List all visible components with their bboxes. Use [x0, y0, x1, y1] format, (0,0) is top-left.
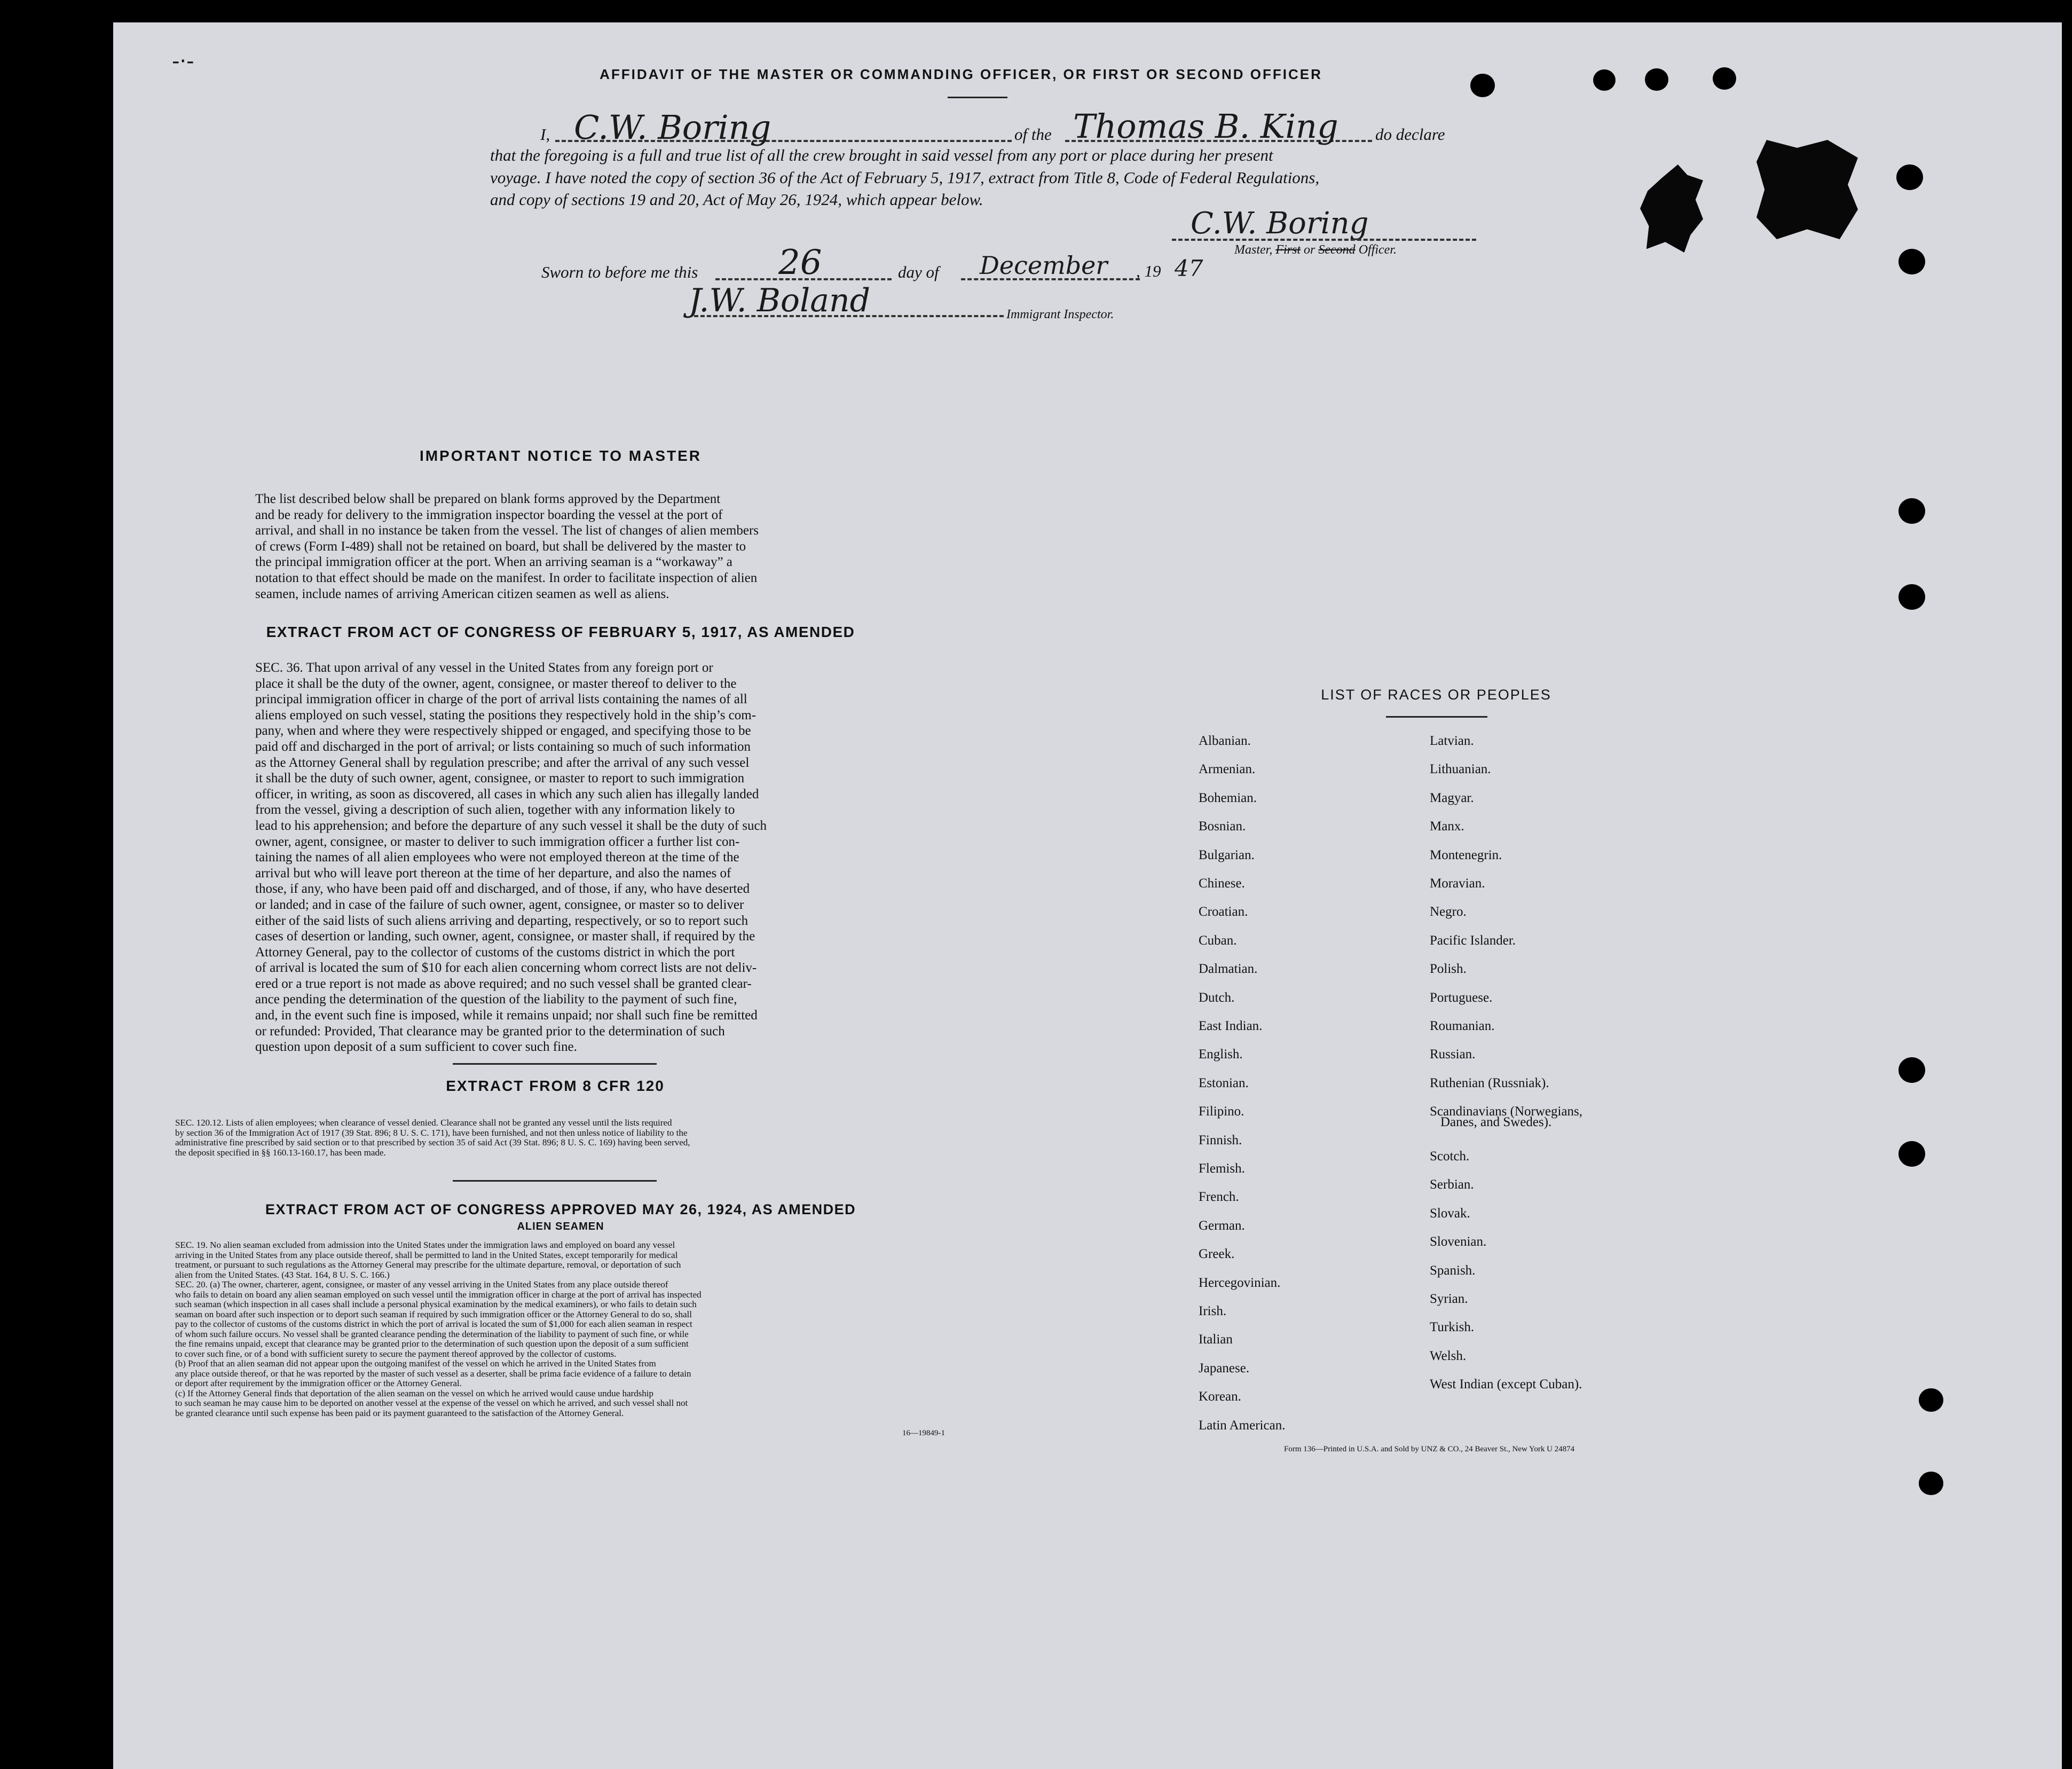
punch-hole: [1898, 584, 1925, 610]
punch-hole: [1470, 74, 1495, 97]
race-item: Estonian.: [1199, 1075, 1249, 1090]
corner-mark: -·-: [172, 49, 194, 74]
race-item: Scotch.: [1430, 1149, 1470, 1164]
race-item: Manx.: [1430, 819, 1464, 834]
affidavit-line1-prefix: I,: [540, 125, 550, 144]
race-item: French.: [1199, 1190, 1239, 1205]
race-item: Dalmatian.: [1199, 962, 1258, 977]
race-item: Ruthenian (Russniak).: [1430, 1075, 1549, 1090]
punch-hole: [1593, 69, 1616, 91]
race-item: Turkish.: [1430, 1320, 1475, 1335]
race-item: Moravian.: [1430, 876, 1485, 891]
race-item: German.: [1199, 1218, 1245, 1233]
race-item: Serbian.: [1430, 1177, 1474, 1192]
sworn-year-handwritten: 47: [1175, 255, 1203, 281]
race-item: Syrian.: [1430, 1292, 1468, 1307]
punch-hole: [1919, 1388, 1943, 1412]
form-code: 16—19849-1: [902, 1429, 945, 1437]
race-item: Pacific Islander.: [1430, 933, 1516, 948]
punch-hole: [1896, 164, 1923, 190]
sworn-prefix: Sworn to before me this: [541, 263, 698, 281]
sworn-month-handwritten: December: [980, 251, 1108, 280]
master-caption-second: Second: [1318, 243, 1356, 257]
act1924-heading: EXTRACT FROM ACT OF CONGRESS APPROVED MAY 26, 1924, AS AMENDED: [265, 1201, 856, 1217]
master-caption-or: or: [1304, 243, 1315, 257]
race-item: West Indian (except Cuban).: [1430, 1377, 1582, 1392]
master-caption-officer: Officer.: [1358, 243, 1397, 257]
race-item: Dutch.: [1199, 990, 1235, 1005]
affidavit-line4: and copy of sections 19 and 20, Act of May 26, 1924, which appear below.: [490, 190, 983, 209]
affidavit-line1-suffix: do declare: [1375, 125, 1445, 144]
affidavit-line2: that the foregoing is a full and true list of all the crew brought in said vessel from any port or place during her present: [490, 146, 1273, 164]
master-name-handwritten: C.W. Boring: [574, 108, 771, 147]
punch-hole: [1713, 67, 1736, 90]
master-caption-first: First: [1275, 243, 1301, 257]
affidavit-heading-rule: [948, 97, 1007, 98]
race-item: East Indian.: [1199, 1019, 1263, 1033]
race-item: English.: [1199, 1047, 1243, 1062]
notice-body: The list described below shall be prepared on blank forms approved by the Department and be ready for delivery to the immigration inspector boarding the vessel at the port of arrival, and shall in no instance be taken from the vessel. The list of changes of alien members of crews (Form I-489) shall not be retained on board, but shall be delivered by the master to the principal immigration officer at the port. When an arriving seaman is a “workaway” a notation to that effect should be made on the manifest. In order to facilitate inspection of alien seamen, include names of arriving American citizen seamen as well as aliens.: [255, 492, 759, 601]
race-item: Bulgarian.: [1199, 847, 1255, 862]
cfr-rule-top: [453, 1063, 657, 1065]
punch-hole: [1919, 1472, 1943, 1495]
race-item: Scandinavians (Norwegians,: [1430, 1104, 1583, 1119]
master-signature: C.W. Boring: [1191, 206, 1369, 241]
races-heading-rule: [1386, 716, 1487, 718]
race-item: Danes, and Swedes).: [1440, 1114, 1552, 1129]
act1924-rule-top: [453, 1180, 657, 1182]
notary-seal-right: [1756, 140, 1858, 239]
races-heading: LIST OF RACES OR PEOPLES: [1321, 687, 1551, 703]
notice-heading: IMPORTANT NOTICE TO MASTER: [419, 447, 702, 464]
affidavit-line3: voyage. I have noted the copy of section 36 of the Act of February 5, 1917, extract from Title 8, Code of Federal Regulations,: [490, 168, 1320, 187]
race-item: Slovak.: [1430, 1206, 1470, 1221]
cfr-heading: EXTRACT FROM 8 CFR 120: [446, 1078, 665, 1094]
race-item: Armenian.: [1199, 762, 1256, 777]
master-signature-line: [1172, 239, 1476, 241]
affidavit-heading: AFFIDAVIT OF THE MASTER OR COMMANDING OFFICER, OR FIRST OR SECOND OFFICER: [600, 66, 1322, 82]
sworn-year-prefix: , 19: [1136, 262, 1161, 280]
sworn-day-handwritten: 26: [778, 243, 822, 282]
race-item: Chinese.: [1199, 876, 1245, 891]
punch-hole: [1898, 249, 1925, 274]
race-item: Latin American.: [1199, 1418, 1286, 1433]
race-item: Portuguese.: [1430, 990, 1493, 1005]
punch-hole: [1898, 1057, 1925, 1083]
races-right-column: [1430, 734, 1729, 1438]
master-caption: [1234, 243, 1397, 257]
master-caption-master: Master,: [1234, 243, 1273, 257]
race-item: Japanese.: [1199, 1361, 1250, 1375]
race-item: Roumanian.: [1430, 1019, 1495, 1033]
race-item: Flemish.: [1199, 1161, 1245, 1176]
punch-hole: [1898, 498, 1925, 524]
act1924-subheading: ALIEN SEAMEN: [517, 1221, 604, 1232]
race-item: Cuban.: [1199, 933, 1237, 948]
race-item: Croatian.: [1199, 905, 1248, 919]
race-item: Montenegrin.: [1430, 847, 1502, 862]
race-item: Filipino.: [1199, 1104, 1244, 1119]
race-item: Bohemian.: [1199, 790, 1257, 805]
affidavit-line1-mid: of the: [1014, 125, 1052, 144]
inspector-signature-line: [694, 315, 1004, 317]
act1917-body: SEC. 36. That upon arrival of any vessel in the United States from any foreign port or place it shall be the duty of the owner, agent, consignee, or master thereof to deliver to the principal immigration officer in charge of the port of arrival lists containing the names of all aliens employed on such vessel, stating the positions they respectively hold in the ship’s com- pany, when and where they were respectively shipped or engaged, and specifying those to be paid off and discharged in the port of arrival; or lists containing so much of such information as the Attorney General shall by regulation prescribe; and after the arrival of any such vessel it shall be the duty of such owner, agent, consignee, or master to report to such immigration officer, in writing, as soon as discovered, all cases in which any such alien has illegally landed from the vessel, giving a description of such alien, together with any information likely to lead to his apprehension; and before the departure of any such vessel it shall be the duty of such owner, agent, consignee, or master to deliver to such immigration officer a further list con- taining the names of all alien employees who were not employed thereon at the time of the arrival but who will leave port thereon at the time of her departure, and also the names of those, if any, who have been paid off and discharged, and of those, if any, who have deserted or landed; and in case of the failure of such owner, agent, consignee, or master so to deliver either of the said lists of such aliens arriving and departing, respectively, or so to report such cases of desertion or landing, such owner, agent, consignee, or master shall, if required by the Attorney General, pay to the collector of customs of the customs district in which the port of arrival is located the sum of $10 for each alien concerning whom correct lists are not deliv- ered or a true report is not made as above required; and no such vessel shall be granted clear- ance pending the determination of the question of the liability to the payment of such fine, and, in the event such fine is imposed, while it remains unpaid; nor shall such fine be remitted or refunded: Provided, That clearance may be granted prior to the determination of such question upon deposit of a sum sufficient to cover such fine.: [255, 661, 767, 1055]
race-item: Korean.: [1199, 1389, 1241, 1404]
sworn-mid: day of: [898, 263, 939, 281]
race-item: Lithuanian.: [1430, 762, 1491, 777]
race-item: Hercegovinian.: [1199, 1275, 1281, 1290]
race-item: Polish.: [1430, 962, 1467, 977]
form-footer: Form 136—Printed in U.S.A. and Sold by UNZ & CO., 24 Beaver St., New York U 24874: [1284, 1445, 1575, 1453]
race-item: Latvian.: [1430, 734, 1474, 748]
race-item: Negro.: [1430, 905, 1467, 919]
race-item: Finnish.: [1199, 1133, 1242, 1147]
race-item: Italian: [1199, 1332, 1233, 1347]
race-item: Irish.: [1199, 1304, 1227, 1318]
race-item: Spanish.: [1430, 1263, 1476, 1278]
race-item: Albanian.: [1199, 734, 1251, 748]
act1924-body: SEC. 19. No alien seaman excluded from admission into the United States under the immigration laws and employed on board any vessel arriving in the United States from any place outside thereof, shall be permitted to land in the United States, except temporarily for medical treatment, or pursuant to such regulations as the Attorney General may prescribe for the ultimate departure, removal, or deportation of such alien from the United States. (43 Stat. 164, 8 U. S. C. 166.) SEC. 20. (a) The owner, charterer, agent, consignee, or master of any vessel arriving in the United States from any place outside thereof who fails to detain on board any alien seaman employed on such vessel until the immigration officer in charge at the port of arrival has inspected such seaman (which inspection in all cases shall include a personal physical examination by the medical examiners), or who fails to detain such seaman on board after such inspection or to deport such seaman if required by such immigration officer or the Attorney General to do so, shall pay to the collector of customs of the customs district in which the port of arrival is located the sum of $1,000 for each alien seaman in respect of whom such failure occurs. No vessel shall be granted clearance pending the determination of the liability to payment of such fine, or while the fine remains unpaid, except that clearance may be granted prior to the determination of such question upon the deposit of a sum sufficient to cover such fine, or of a bond with sufficient surety to secure the payment thereof approved by the collector of customs. (b) Proof that an alien seaman did not appear upon the outgoing manifest of the vessel on which he arrived in the United States from any place outside thereof, or that he was reported by the master of such vessel as a deserter, shall be prima facie evidence of a failure to detain or deport after requirement by the immigration officer or the Attorney General. (c) If the Attorney General finds that deportation of the alien seaman on the vessel on which he arrived would cause undue hardship to such seaman he may cause him to be deported on another vessel at the expense of the vessel on which he arrived, and such vessel shall not be granted clearance until such expense has been paid or its payment guaranteed to the satisfaction of the Attorney General.: [175, 1240, 702, 1418]
race-item: Greek.: [1199, 1247, 1235, 1262]
race-item: Magyar.: [1430, 790, 1474, 805]
race-item: Slovenian.: [1430, 1235, 1487, 1249]
punch-hole: [1645, 68, 1668, 91]
vessel-name-handwritten: Thomas B. King: [1073, 107, 1338, 146]
races-left-column: [1199, 734, 1401, 1438]
punch-hole: [1898, 1141, 1925, 1167]
cfr-body: SEC. 120.12. Lists of alien employees; when clearance of vessel denied. Clearance shall not be granted any vessel until the lists required by section 36 of the Immigration Act of 1917 (39 Stat. 896; 8 U. S. C. 171), have been furnished, and not then unless notice of liability to the administrative fine prescribed by said section or to that prescribed by section 35 of said Act (39 Stat. 896; 8 U. S. C. 169) having been served, the deposit specified in §§ 160.13-160.17, has been made.: [175, 1118, 690, 1158]
inspector-caption: Immigrant Inspector.: [1006, 308, 1114, 321]
race-item: Bosnian.: [1199, 819, 1246, 834]
inspector-signature: J.W. Boland: [689, 282, 871, 319]
race-item: Welsh.: [1430, 1348, 1467, 1363]
act1917-heading: EXTRACT FROM ACT OF CONGRESS OF FEBRUARY 5, 1917, AS AMENDED: [266, 624, 855, 640]
race-item: Russian.: [1430, 1047, 1476, 1062]
